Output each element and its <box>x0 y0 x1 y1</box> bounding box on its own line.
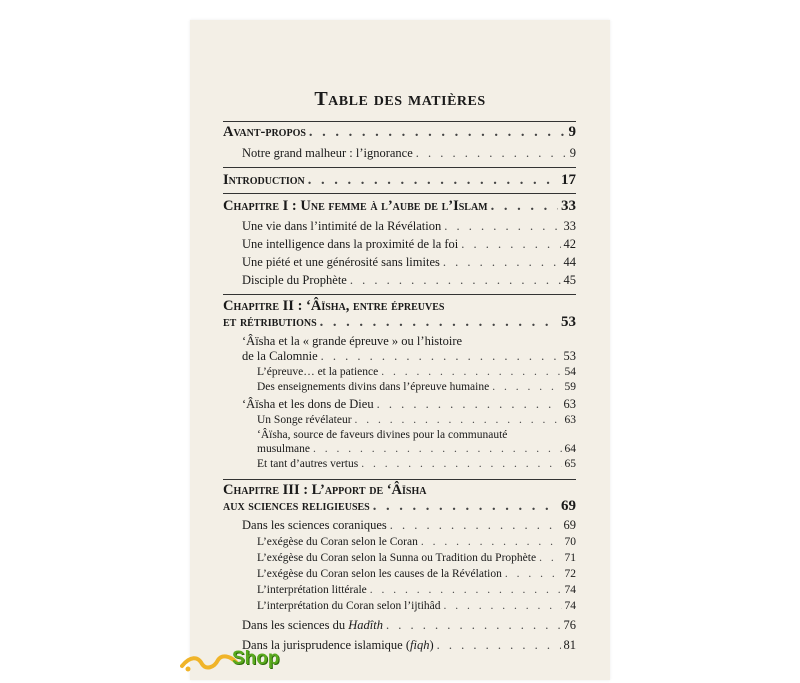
toc-entry: de la Calomnie . . . 53 <box>242 349 576 364</box>
toc-entry: Une intelligence dans la proximité de la foi . . . 42 <box>242 237 576 252</box>
toc-entry: Dans les sciences du Hadîth . . . 76 <box>242 618 576 633</box>
toc-entry-chapter-1: Chapitre I : Une femme à l’aube de l’Islam . . . 33 <box>223 198 576 215</box>
toc-entry: Une vie dans l’intimité de la Révélation . . . 33 <box>242 219 576 234</box>
toc-entry-introduction: Introduction . . . 17 <box>223 172 576 189</box>
logo-text: Shop <box>232 648 280 669</box>
toc-entry: L’exégèse du Coran selon la Sunna ou Tradition du Prophète . . . 71 <box>257 552 576 564</box>
toc-entry: Un Songe révélateur . . . 63 <box>257 414 576 426</box>
toc-entry: Et tant d’autres vertus . . . 65 <box>257 458 576 470</box>
divider <box>223 121 576 122</box>
toc-entry-ignorance: Notre grand malheur : l’ignorance . . . 9 <box>242 146 576 161</box>
toc-entry-chapter-3: aux sciences religieuses . . . 69 <box>223 498 576 515</box>
book-page <box>190 20 610 680</box>
divider <box>223 479 576 480</box>
toc-entry-avant-propos: Avant-propos . . . 9 <box>223 124 576 141</box>
toc-entry: Disciple du Prophète . . . 45 <box>242 273 576 288</box>
toc-entry: ‘Âïsha et les dons de Dieu . . . 63 <box>242 397 576 412</box>
toc-entry: L’exégèse du Coran selon les causes de la Révélation . . . 72 <box>257 568 576 580</box>
divider <box>223 167 576 168</box>
divider <box>223 193 576 194</box>
toc-entry: L’épreuve… et la patience . . . 54 <box>257 366 576 378</box>
toc-entry-chapter-2: et rétributions . . . 53 <box>223 314 576 331</box>
toc-title: Table des matières <box>314 88 486 110</box>
chapter-2-title-line1: Chapitre II : ‘Âïsha, entre épreuves <box>223 298 445 314</box>
shop-logo <box>180 644 300 678</box>
toc-entry: L’interprétation du Coran selon l’ijtihâd . . . 74 <box>257 600 576 612</box>
swirl-icon <box>180 652 240 674</box>
divider <box>223 294 576 295</box>
toc-entry-line1: ‘Âïsha, source de faveurs divines pour la communauté <box>257 429 508 441</box>
toc-entry: L’interprétation littérale . . . 74 <box>257 584 576 596</box>
toc-entry: L’exégèse du Coran selon le Coran . . . 70 <box>257 536 576 548</box>
toc-entry: Dans la jurisprudence islamique (fiqh) . . . 81 <box>242 638 576 653</box>
toc-entry: Une piété et une générosité sans limites . . . 44 <box>242 255 576 270</box>
toc-entry: Dans les sciences coraniques . . . 69 <box>242 518 576 533</box>
toc-entry-line1: ‘Âïsha et la « grande épreuve » ou l’histoire <box>242 334 463 348</box>
chapter-3-title-line1: Chapitre III : L’apport de ‘Âïsha <box>223 482 427 498</box>
toc-entry: musulmane . . . 64 <box>257 443 576 455</box>
toc-entry: Des enseignements divins dans l’épreuve humaine . . . 59 <box>257 381 576 393</box>
